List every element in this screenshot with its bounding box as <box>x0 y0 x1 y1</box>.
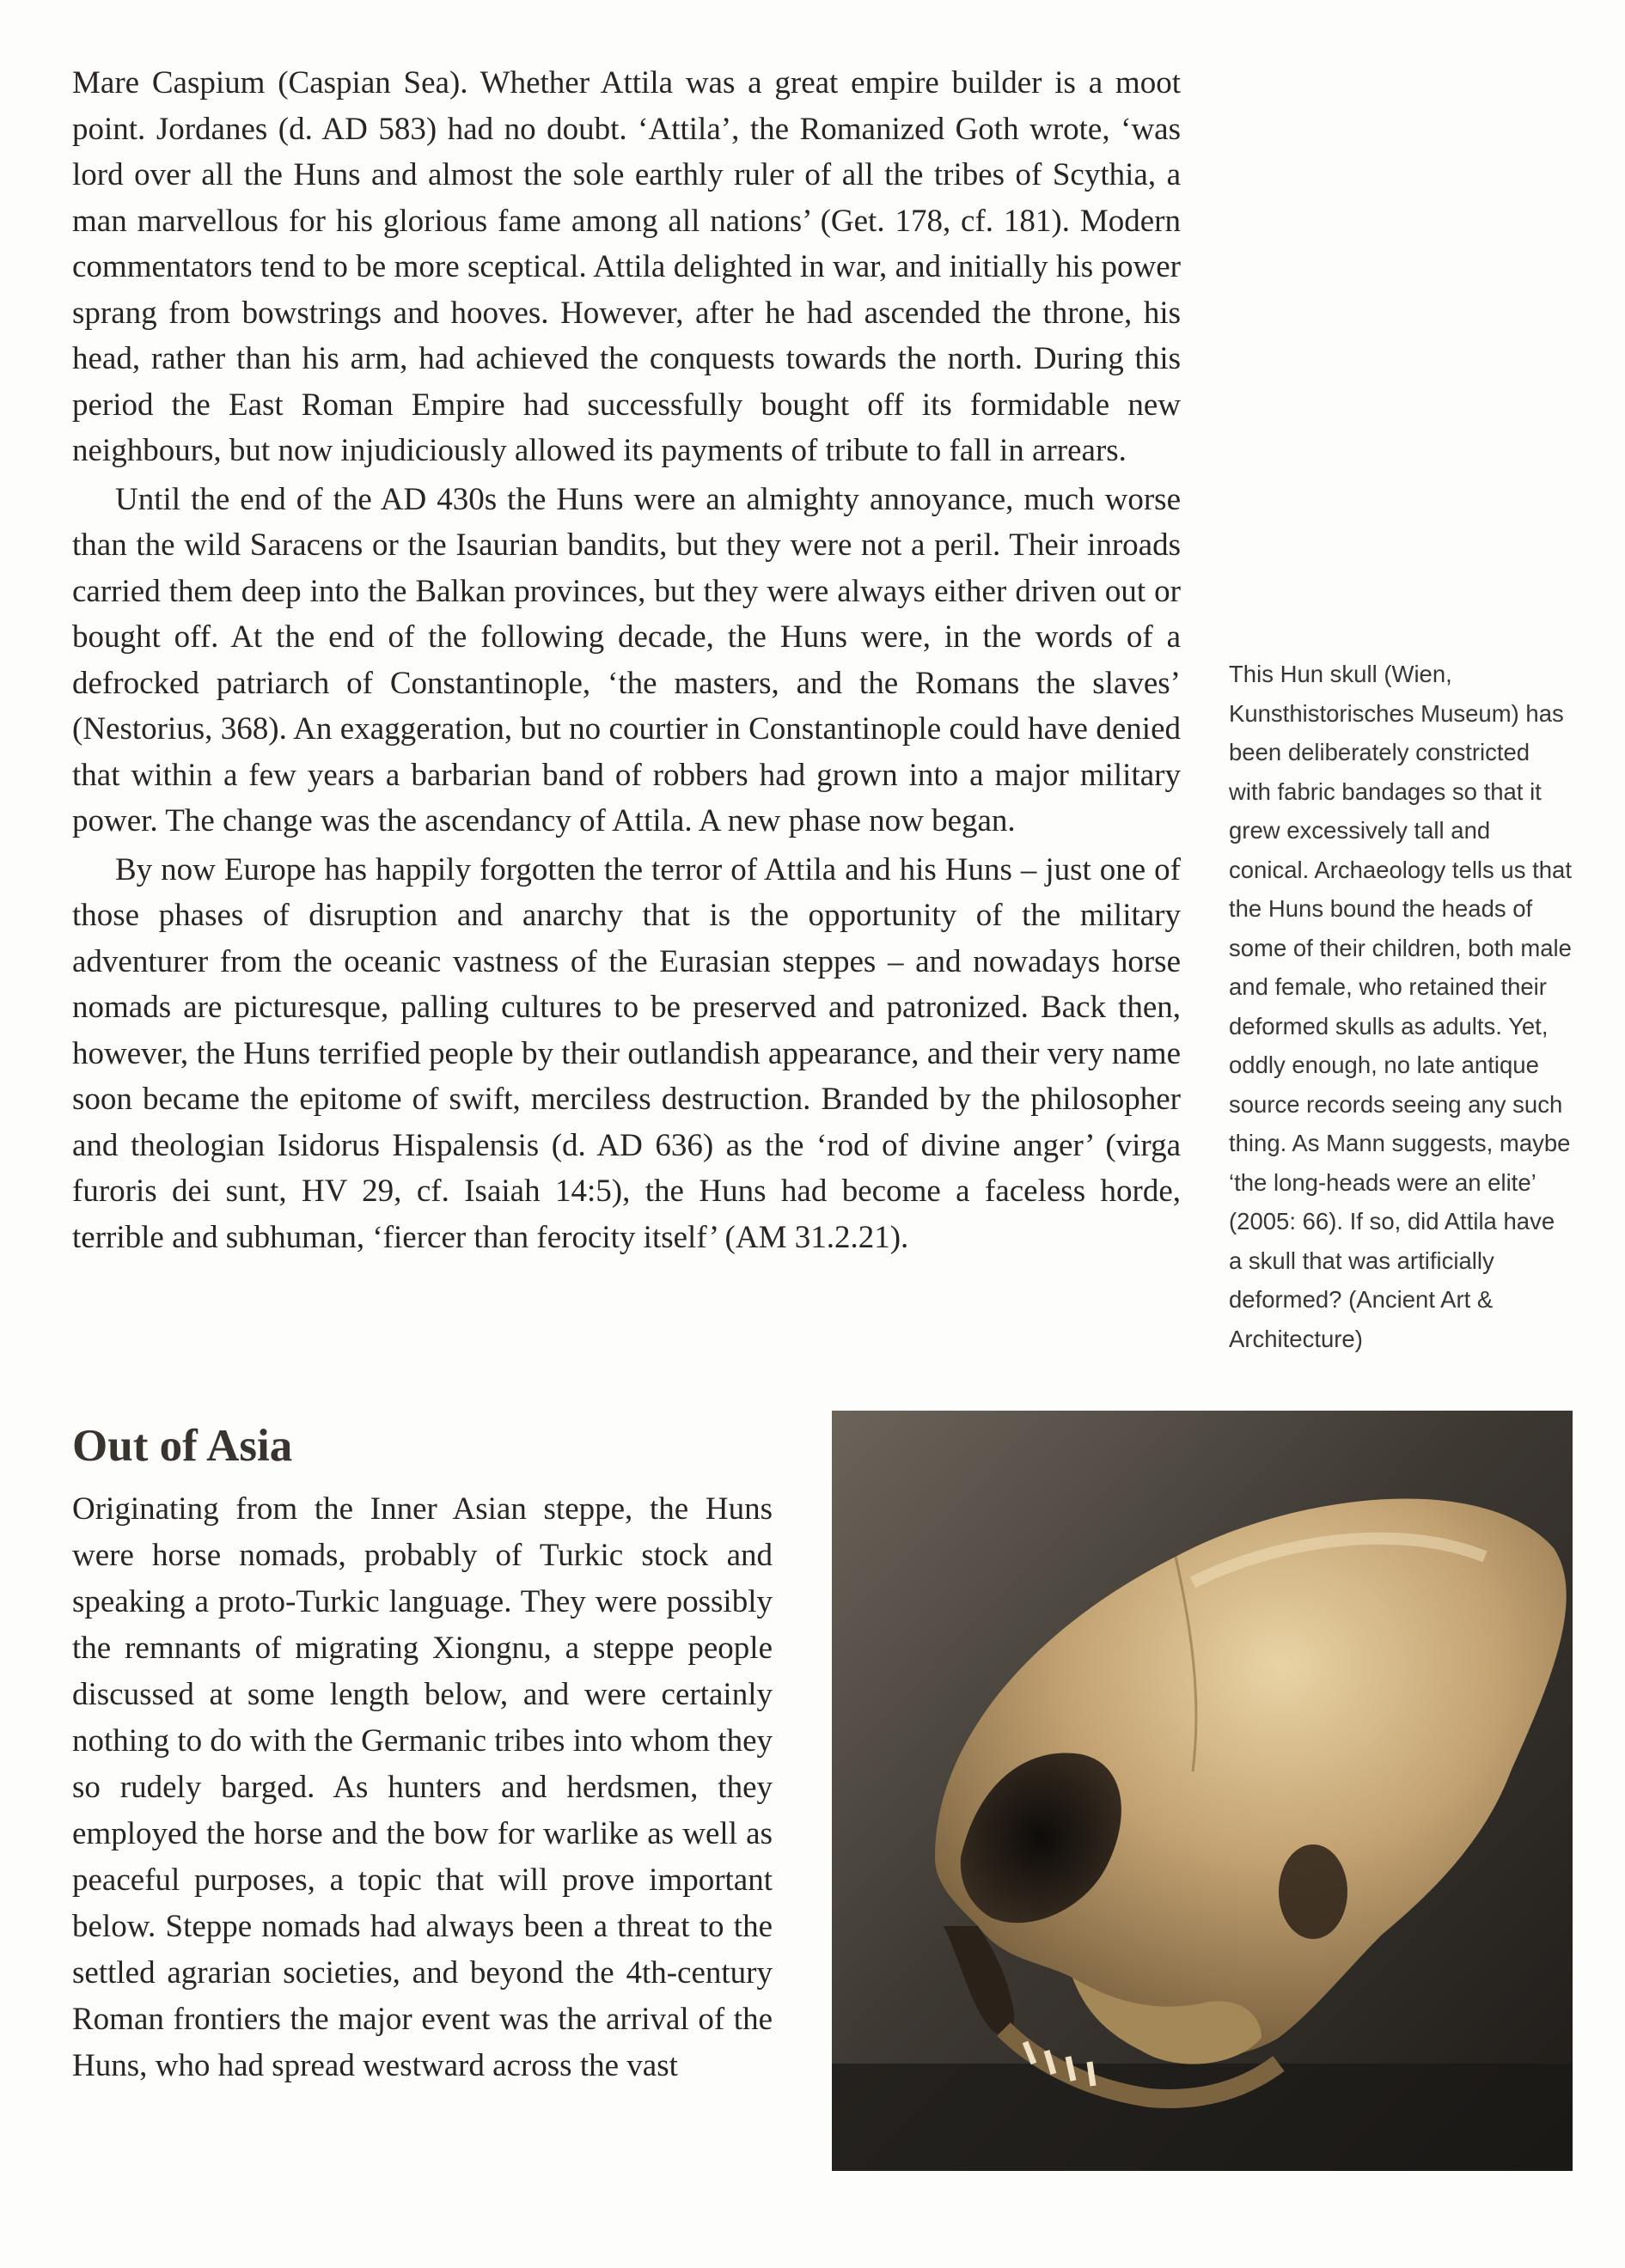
paragraph: Until the end of the AD 430s the Huns were an almighty annoyance, much worse than the wild Saracens or the Isaurian bandits, but they were not a peril. Their inroads carried them deep into the Balkan provinces, but they were always either driven out or bought off. At the end of the following decade, the Huns were, in the words of a defrocked patriarch of Constantinople, ‘the masters, and the Romans the slaves’ (Nestorius, 368). An exaggeration, but no courtier in Constantinople could have denied that within a few years a barbarian band of robbers had grown into a major military power. The change was the ascendancy of Attila. A new phase now began. <box>72 481 1181 838</box>
figure-caption: This Hun skull (Wien, Kunsthistorisches Museum) has been deliberately constricted with fabric bandages so that it grew excessively tall and conical. Archaeology tells us that the Huns bound the heads of some of their children, both male and female, who retained their deformed skulls as adults. Yet, oddly enough, no late antique source records seeing any such thing. As Mann suggests, maybe ‘the long-heads were an elite’ (2005: 66). If so, did Attila have a skull that was artificially deformed? (Ancient Art & Architecture) <box>1229 661 1572 1352</box>
section-paragraph: Originating from the Inner Asian steppe, the Huns were horse nomads, probably of Turkic stock and speaking a proto-Turkic language. They were possibly the remnants of migrating Xiongnu, a steppe people discussed at some length below, and were certainly nothing to do with the Germanic tribes into whom they so rudely barged. As hunters and herdsmen, they employed the horse and the bow for warlike as well as peaceful purposes, a topic that will prove important below. Steppe nomads had always been a threat to the settled agrarian societies, and beyond the 4th-century Roman frontiers the major event was the arrival of the Huns, who had spread westward across the vast <box>72 1491 773 2083</box>
section-heading: Out of Asia <box>72 1421 293 1471</box>
skull-illustration <box>832 1411 1573 2171</box>
paragraph: By now Europe has happily forgotten the terror of Attila and his Huns – just one of those phases of disruption and anarchy that is the opportunity of the military adventurer from the oceanic vastness of the Eurasian steppes – and nowadays horse nomads are picturesque, palling cultures to be preserved and patronized. Back then, however, the Huns terrified people by their outlandish appearance, and their very name soon became the epitome of swift, merciless destruction. Branded by the philosopher and theologian Isidorus Hispalensis (d. AD 636) as the ‘rod of divine anger’ (virga furoris dei sunt, HV 29, cf. Isaiah 14:5), the Huns had become a faceless horde, terrible and subhuman, ‘fiercer than ferocity itself’ (AM 31.2.21). <box>72 851 1181 1255</box>
skull-photo <box>832 1411 1573 2171</box>
main-text <box>72 60 1181 1260</box>
paragraph: Mare Caspium (Caspian Sea). Whether Attila was a great empire builder is a moot point. Jordanes (d. AD 583) had no doubt. ‘Attila’, the Romanized Goth wrote, ‘was lord over all the Huns and almost the sole earthly ruler of all the tribes of Scythia, a man marvellous for his glorious fame among all nations’ (Get. 178, cf. 181). Modern commentators tend to be more sceptical. Attila delighted in war, and initially his power sprang from bowstrings and hooves. However, after he had ascended the throne, his head, rather than his arm, had achieved the conquests towards the north. During this period the East Roman Empire had successfully bought off its formidable new neighbours, but now injudiciously allowed its payments of tribute to fall in arrears. <box>72 65 1181 468</box>
